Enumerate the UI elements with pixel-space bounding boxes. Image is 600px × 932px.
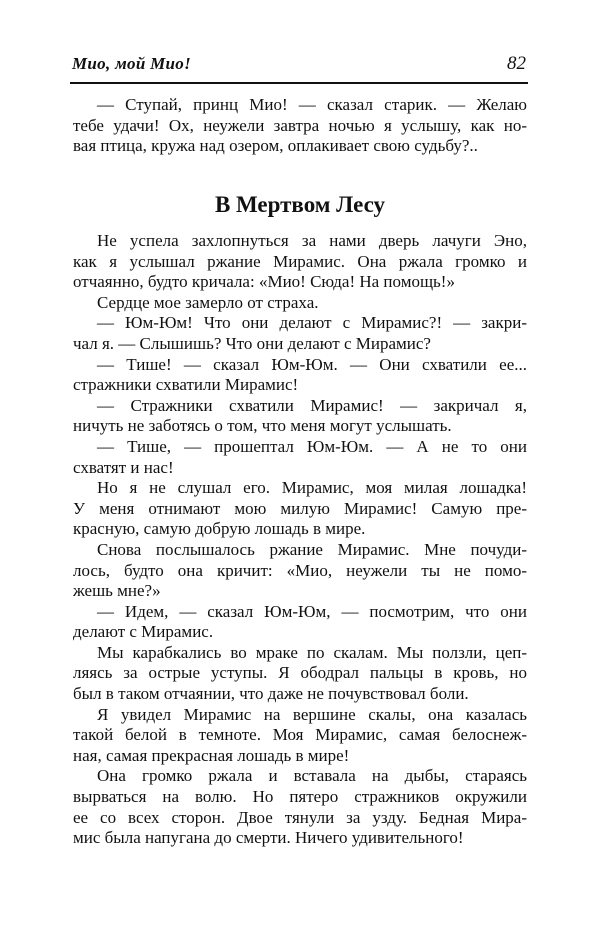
paragraph <box>73 231 527 293</box>
text-line: — Юм-Юм! Что они делают с Мирамис?! — закри- <box>97 313 527 333</box>
text-line: Но я не слушал его. Мирамис, моя милая лошадка! <box>97 478 527 498</box>
paragraph <box>73 437 527 478</box>
running-header <box>70 50 528 80</box>
text-line: Снова послышалось ржание Мирамис. Мне почуди- <box>97 539 527 559</box>
running-title: Мио, мой Мио! <box>72 54 192 73</box>
paragraph <box>73 355 527 396</box>
text-line: лось, будто она кричит: «Мио, неужели ты не помо- <box>73 560 527 580</box>
intro-text <box>73 95 527 157</box>
text-line: стражники схватили Мирамис! <box>73 375 299 395</box>
chapter-title: В Мертвом Лесу <box>214 192 386 217</box>
text-line: ее со всех сторон. Двое тянули за узду. Бедная Мира- <box>73 807 527 827</box>
header-rule <box>70 82 528 84</box>
text-line: У меня отнимают мою милую Мирамис! Самую пре- <box>73 498 527 518</box>
text-line: отчаянно, будто кричала: «Мио! Сюда! На помощь!» <box>73 272 455 292</box>
text-line: — Идем, — сказал Юм-Юм, — посмотрим, что они <box>97 601 527 621</box>
paragraph <box>73 95 527 157</box>
text-line: ляясь за острые уступы. Я ободрал пальцы в кровь, но <box>73 663 527 683</box>
text-line: мис была напугана до смерти. Ничего удивительного! <box>73 828 464 848</box>
text-line: ная, самая прекрасная лошадь в мире! <box>73 745 350 765</box>
chapter-body <box>73 231 527 849</box>
paragraph <box>73 643 527 705</box>
paragraph <box>73 478 527 540</box>
text-line: — Стражники схватили Мирамис! — закричал я, <box>97 395 527 415</box>
paragraph <box>73 705 527 767</box>
text-line: жешь мне?» <box>73 581 161 601</box>
text-line: Сердце мое замерло от страха. <box>97 292 319 312</box>
text-line: вая птица, кружа над озером, оплакивает свою судьбу?.. <box>73 136 478 156</box>
page-number: 82 <box>507 53 526 74</box>
text-line: Мы карабкались во мраке по скалам. Мы ползли, цеп- <box>97 642 527 662</box>
text-line: Не успела захлопнуться за нами дверь лачуги Эно, <box>97 231 527 250</box>
text-line: ничуть не заботясь о том, что меня могут услышать. <box>73 416 452 436</box>
text-line: — Тише, — прошептал Юм-Юм. — А не то они <box>97 436 527 456</box>
paragraph <box>73 396 527 437</box>
paragraph <box>73 313 527 354</box>
text-line: Она громко ржала и вставала на дыбы, стараясь <box>97 766 527 786</box>
text-line: — Ступай, принц Мио! — сказал старик. — Желаю <box>97 95 527 114</box>
text-line: Я увидел Мирамис на вершине скалы, она казалась <box>97 704 527 724</box>
text-line: — Тише! — сказал Юм-Юм. — Они схватили ее... <box>97 354 527 374</box>
text-line: был в таком отчаянии, что даже не почувствовал боли. <box>73 684 469 704</box>
text-line: красную, самую добрую лошадь в мире. <box>73 519 366 539</box>
text-line: схватят и нас! <box>73 457 174 477</box>
text-line: вырваться на волю. Но пятеро стражников окружили <box>73 787 527 807</box>
paragraph <box>73 602 527 643</box>
text-line: такой белой в темноте. Моя Мирамис, самая белоснеж- <box>73 725 527 745</box>
paragraph <box>73 540 527 602</box>
text-line: делают с Мирамис. <box>73 622 214 642</box>
text-line: тебе удачи! Ох, неужели завтра ночью я услышу, как но- <box>73 115 527 135</box>
paragraph <box>73 766 527 848</box>
paragraph <box>73 293 527 314</box>
text-line: чал я. — Слышишь? Что они делают с Мирамис? <box>73 333 431 353</box>
text-line: как я услышал ржание Мирамис. Она ржала громко и <box>73 251 527 271</box>
